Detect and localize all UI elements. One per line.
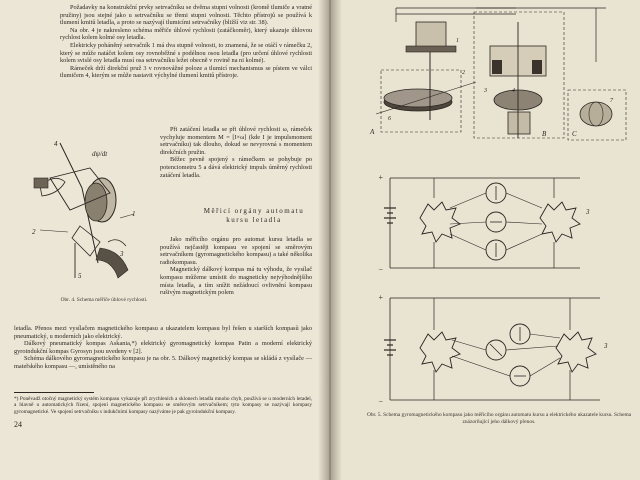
section-title: Měřicí orgány automatu kursu letadla <box>203 207 305 224</box>
circuit2-plus-label: + <box>378 293 384 302</box>
paragraph: letadla. Přenos mezi vysílačem magnetického kompasu a ukazatelem kompasu byl řešen u starších kompasů jako pneumatický, u moderních jako elektrický. <box>14 325 312 340</box>
paragraph: Na obr. 4 je nakresleno schéma měřiče úhlové rychlosti (zatáčkoměr), který ukazuje úhlovou rychlost kolem kolmé osy letadla. <box>60 26 312 42</box>
book-gutter <box>318 0 342 480</box>
paragraph: Jako měřicího orgánu pro automat kursu letadla se používá nejčastěji kompasu ve spojení se směrovým setrvačníkem (gyromagnetického kompasu) a také několika radiokompasu. <box>160 236 312 266</box>
figure-4-gyro-rate-meter <box>20 138 140 288</box>
paragraph: Magnetický dálkový kompas má tu výhodu, že vysílač kompasu můžeme umístit do magneticky nejvýhodnějšího místa letadla, a tím snížit nežádoucí ovlivnění kompasu rušivým magnetickým polem <box>160 266 312 297</box>
circuit2-minus-label: − <box>378 397 384 406</box>
paragraph: Při zatáčení letadla se při úhlové rychlosti ω, rámeček vychyluje momentem M = [I×ω] (kde I je impulsmoment setrvačníku) tak dlouho, dokud se nevyrovná s momentem direkčních pružin. <box>160 126 312 156</box>
figure-label-3: 3 <box>120 250 124 258</box>
section-text-block <box>160 236 312 297</box>
schematic-label-4: 4 <box>512 88 515 94</box>
page-number: 24 <box>14 420 22 429</box>
figure-5-caption: Obr. 5. Schema gyromagnetického kompasu jako měřicího orgánu automatu kursu a elektrického ukazatele kursu. Schema znázorňující jeho dálkový přenos. <box>366 412 632 425</box>
figure-label-5: 5 <box>78 272 82 280</box>
paragraph: Elektricky poháněný setrvačník 1 má dva stupně volnosti, to znamená, že se otáčí v rámečku 2, který se může natáčet kolem osy rovnoběžné s podélnou osou letadla (pro určení úhlové rychlosti kolem svislé osy letadla musí osa setrvačníku ležet obecně v rovině na ni kolmé). <box>60 41 312 65</box>
figure-4-caption: Obr. 4. Schema měřiče úhlové rychlosti. <box>60 297 148 303</box>
circuit-diagram-lower <box>370 290 630 408</box>
circuit-diagram-upper <box>370 168 620 283</box>
schematic-label-2: 2 <box>462 70 465 76</box>
circuit-label-3: 3 <box>586 208 590 216</box>
schematic-label-3: 3 <box>484 88 487 94</box>
figure-label-2: 2 <box>32 228 36 236</box>
paragraph: Rámeček drží direkční pruž 3 v rovnovážné poloze a tlumicí mechanismus se pístem ve válci tlumičem 4, kterým se může nastavit výchylné tlumení kmitů přístroje. <box>60 64 312 80</box>
schematic-label-1: 1 <box>456 38 459 44</box>
schematic-label-A: A <box>370 128 375 136</box>
mid-text-block <box>160 126 312 179</box>
right-page <box>330 0 640 480</box>
paragraph: Dálkový pneumatický kompas Askania,*) elektrický gyromagnetický kompas Patin a moderní elektrický gyroindukční kompas Gyrosyn jsou uvedeny v [2]. <box>14 340 312 355</box>
footnote: *) Poněvadž otočný magnetický systém kompasu vykazuje při zrychleních a sklonech letadla mnoho chyb, používá se u moderních letadel, a hlavně u automatických řízení, spojení magnetického kompasu se směrovým setrvačníkem; tyto kompasy se nazývají kompasy gyromagnetické. Ve spojení setrvačníku s indukčními kompasy nazýváme je pak gyroindukční kompasy. <box>14 396 312 415</box>
figure-5-compass-schematic <box>366 2 632 152</box>
paragraph: Běžec pevně spojený s rámečkem se pohybuje po potenciometru 5 a dává elektrický impuls úměrný rychlosti zatáčení letadla. <box>160 156 312 179</box>
circuit2-label-3: 3 <box>604 342 608 350</box>
circuit-minus-label: − <box>378 265 384 274</box>
circuit-plus-label: + <box>378 173 384 182</box>
paragraph: Požadavky na konstrukční prvky setrvačníku se dvěma stupni volnosti (kromě tlumiče a vratné pružiny) jsou stejné jako u setrvačníku se třemi stupni volnosti. Těchto přístrojů se používá k tlumení kmitů letadla, a proto se nazývají tlumicími setrvačníky (bližší viz str. 38). <box>60 4 312 27</box>
schematic-label-7: 7 <box>610 98 613 104</box>
schematic-label-C: C <box>572 130 577 138</box>
figure-label-4: 4 <box>54 140 58 148</box>
figure-label-1: 1 <box>132 210 136 218</box>
schematic-label-6: 6 <box>388 116 391 122</box>
schematic-label-B: B <box>542 130 547 138</box>
top-text-block <box>60 4 312 80</box>
formula-label: dψ/dt <box>92 150 108 158</box>
full-width-text-block <box>14 325 312 371</box>
paragraph: Schéma dálkového gyromagnetického kompasu je na obr. 5. Dálkový magnetický kompas se skládá z vysílače — mateřského kompasu —, umístěného na <box>14 355 312 370</box>
footnote-rule <box>14 392 94 393</box>
